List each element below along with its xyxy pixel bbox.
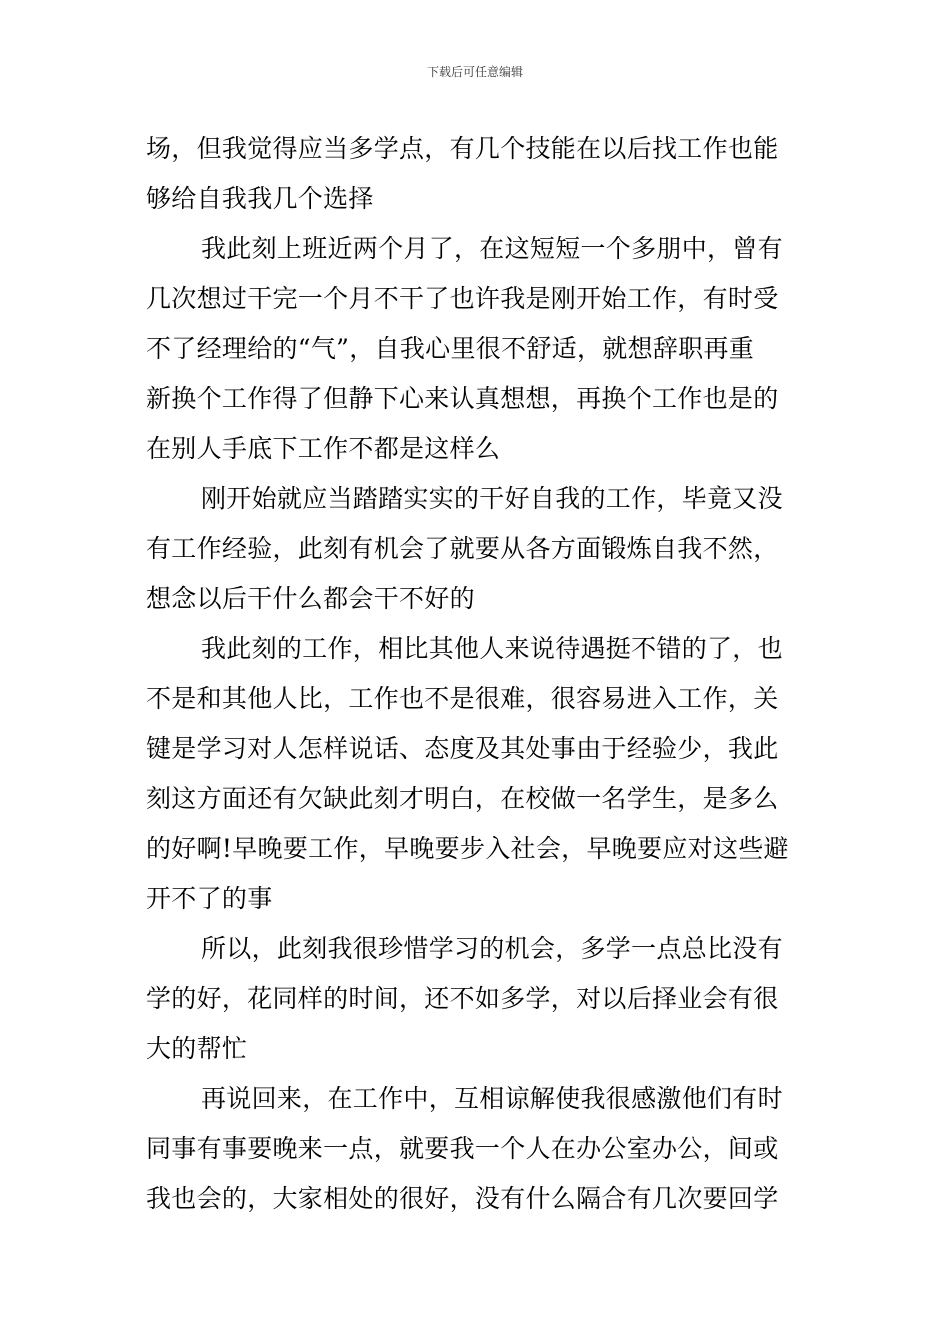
- text-line: 的好啊!早晚要工作，早晚要步入社会，早晚要应对这些避: [146, 834, 789, 863]
- page-header: 下载后可任意编辑: [426, 65, 523, 79]
- text-line: 有工作经验，此刻有机会了就要从各方面锻炼自我不然，: [146, 534, 779, 563]
- text-line: 几次想过干完一个月不干了也许我是刚开始工作，有时受: [146, 284, 779, 313]
- text-line: 学的好，花同样的时间，还不如多学，对以后择业会有很: [146, 984, 779, 1013]
- text-line: 不是和其他人比，工作也不是很难，很容易进入工作，关: [146, 684, 779, 713]
- text-line: 我此刻上班近两个月了，在这短短一个多朋中，曾有: [201, 234, 783, 263]
- text-line: 在别人手底下工作不都是这样么: [146, 434, 501, 463]
- text-line: 刻这方面还有欠缺此刻才明白，在校做一名学生，是多么: [146, 784, 779, 813]
- document-body: [146, 124, 812, 1224]
- text-line: 场，但我觉得应当多学点，有几个技能在以后找工作也能: [146, 134, 779, 163]
- text-line: 想念以后干什么都会干不好的: [146, 584, 475, 613]
- text-line: 大的帮忙: [146, 1034, 248, 1063]
- text-line: 同事有事要晚来一点，就要我一个人在办公室办公，间或: [146, 1134, 779, 1163]
- text-line: 我也会的，大家相处的很好，没有什么隔合有几次要回学: [146, 1184, 779, 1213]
- text-line: 再说回来，在工作中，互相谅解使我很感激他们有时: [201, 1084, 783, 1113]
- text-line: 开不了的事: [146, 884, 273, 913]
- text-line: 不了经理给的“气”，自我心里很不舒适，就想辞职再重: [146, 334, 755, 363]
- text-line: 键是学习对人怎样说话、态度及其处事由于经验少，我此: [146, 734, 779, 763]
- text-line: 够给自我我几个选择: [146, 184, 374, 213]
- text-line: 刚开始就应当踏踏实实的干好自我的工作，毕竟又没: [201, 484, 783, 513]
- text-line: 新换个工作得了但静下心来认真想想，再换个工作也是的: [146, 384, 779, 413]
- text-line: 我此刻的工作，相比其他人来说待遇挺不错的了，也: [201, 634, 783, 663]
- text-line: 所以，此刻我很珍惜学习的机会，多学一点总比没有: [201, 934, 783, 963]
